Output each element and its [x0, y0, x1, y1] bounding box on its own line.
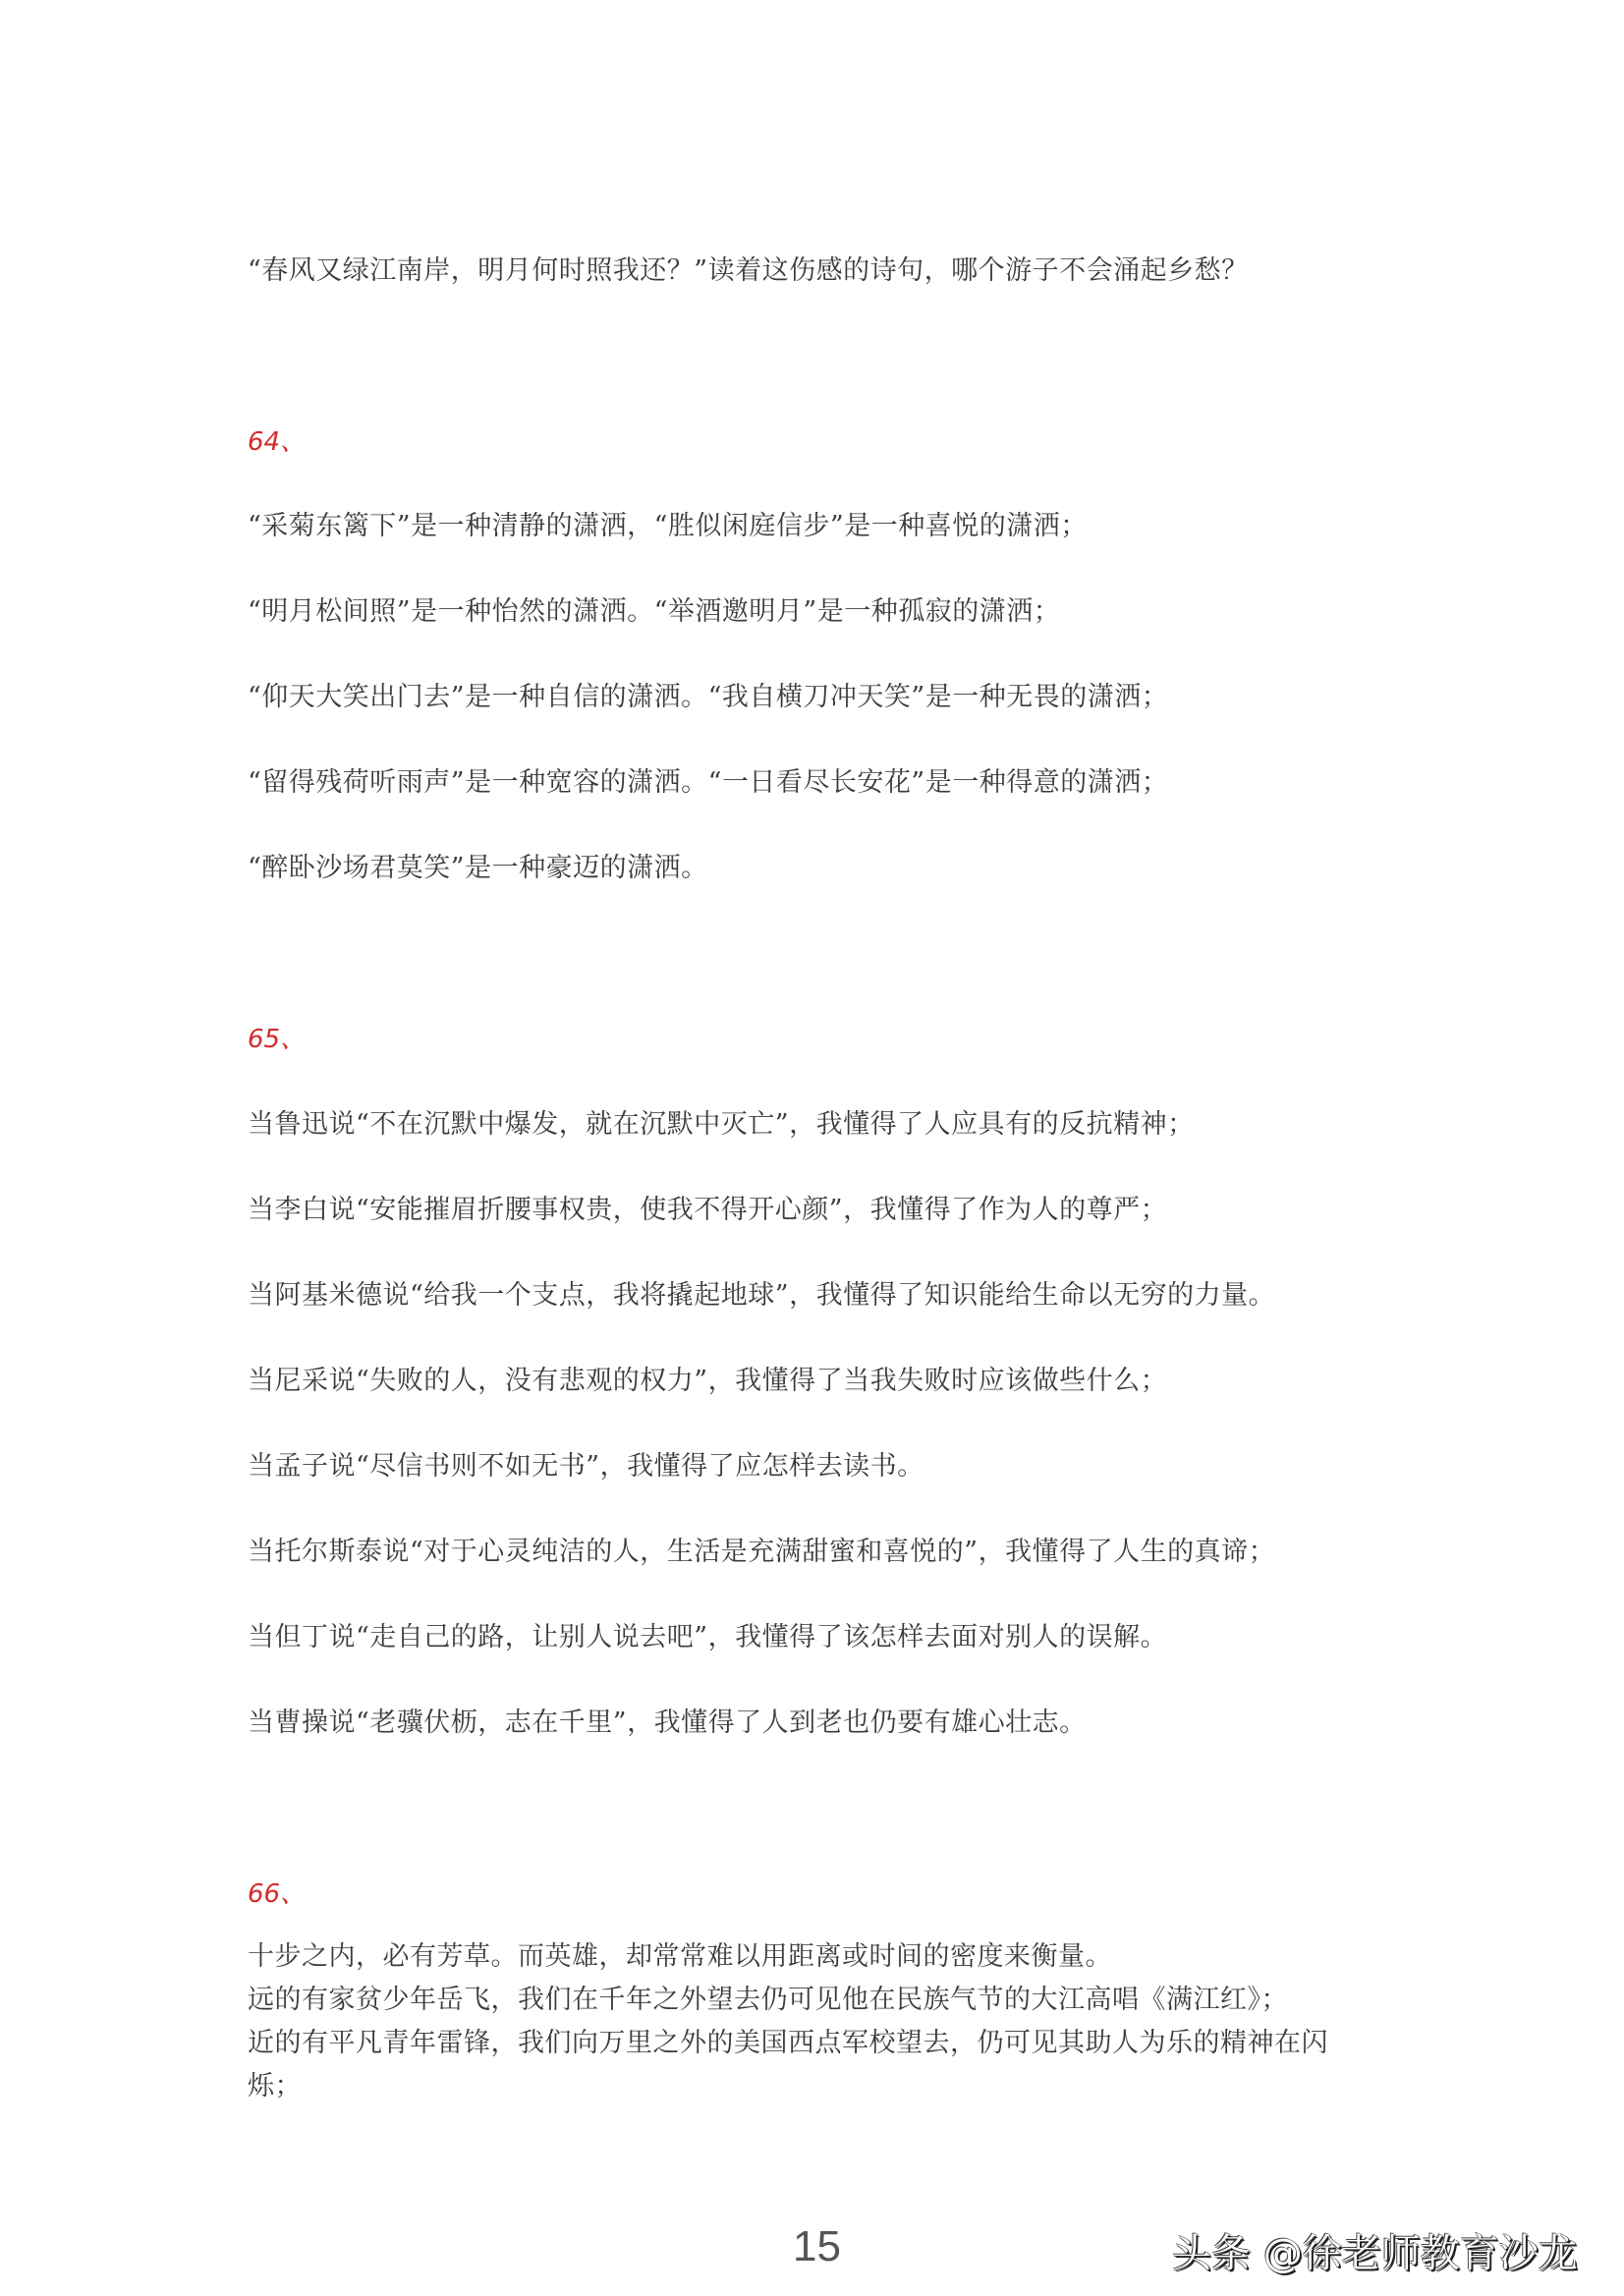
- section-66-line: 远的有家贫少年岳飞，我们在千年之外望去仍可见他在民族气节的大江高唱《满江红》；: [248, 1985, 1288, 2015]
- section-number-65: 65、: [248, 1025, 307, 1054]
- section-65-line: 当阿基米德说“给我一个支点，我将撬起地球”，我懂得了知识能给生命以无穷的力量。: [248, 1280, 1276, 1311]
- section-66-line: 十步之内，必有芳草。而英雄，却常常难以用距离或时间的密度来衡量。: [248, 1941, 1112, 1972]
- section-65-line: 当曹操说“老骥伏枥，志在千里”，我懂得了人到老也仍要有雄心壮志。: [248, 1708, 1087, 1738]
- section-66-line: 烁；: [248, 2071, 302, 2101]
- section-65-line: 当尼采说“失败的人，没有悲观的权力”，我懂得了当我失败时应该做些什么；: [248, 1366, 1168, 1396]
- section-65-line: 当但丁说“走自己的路，让别人说去吧”，我懂得了该怎样去面对别人的误解。: [248, 1622, 1168, 1652]
- section-65-line: 当鲁迅说“不在沉默中爆发，就在沉默中灭亡”，我懂得了人应具有的反抗精神；: [248, 1109, 1195, 1140]
- section-number-66: 66、: [248, 1879, 307, 1909]
- section-number-64: 64、: [248, 427, 307, 457]
- section-64-line: “留得残荷听雨声”是一种宽容的潇洒。“一日看尽长安花”是一种得意的潇洒；: [248, 767, 1169, 798]
- section-64-line: “仰天大笑出门去”是一种自信的潇洒。“我自横刀冲天笑”是一种无畏的潇洒；: [248, 682, 1169, 712]
- section-64-line: “采菊东篱下”是一种清静的潇洒，“胜似闲庭信步”是一种喜悦的潇洒；: [248, 511, 1088, 541]
- page-number: 15: [793, 2222, 841, 2270]
- section-64-line: “明月松间照”是一种怡然的潇洒。“举酒邀明月”是一种孤寂的潇洒；: [248, 596, 1061, 627]
- section-64-line: “醉卧沙场君莫笑”是一种豪迈的潇洒。: [248, 853, 708, 883]
- section-65-line: 当托尔斯泰说“对于心灵纯洁的人，生活是充满甜蜜和喜悦的”，我懂得了人生的真谛；: [248, 1537, 1276, 1567]
- intro-line: “春风又绿江南岸，明月何时照我还？”读着这伤感的诗句，哪个游子不会涌起乡愁？: [248, 255, 1249, 286]
- section-66-line: 近的有平凡青年雷锋，我们向万里之外的美国西点军校望去，仍可见其助人为乐的精神在闪: [248, 2028, 1328, 2058]
- section-65-line: 当李白说“安能摧眉折腰事权贵，使我不得开心颜”，我懂得了作为人的尊严；: [248, 1195, 1168, 1225]
- watermark: 头条 @徐老师教育沙龙: [1172, 2231, 1578, 2276]
- section-65-line: 当孟子说“尽信书则不如无书”，我懂得了应怎样去读书。: [248, 1451, 924, 1482]
